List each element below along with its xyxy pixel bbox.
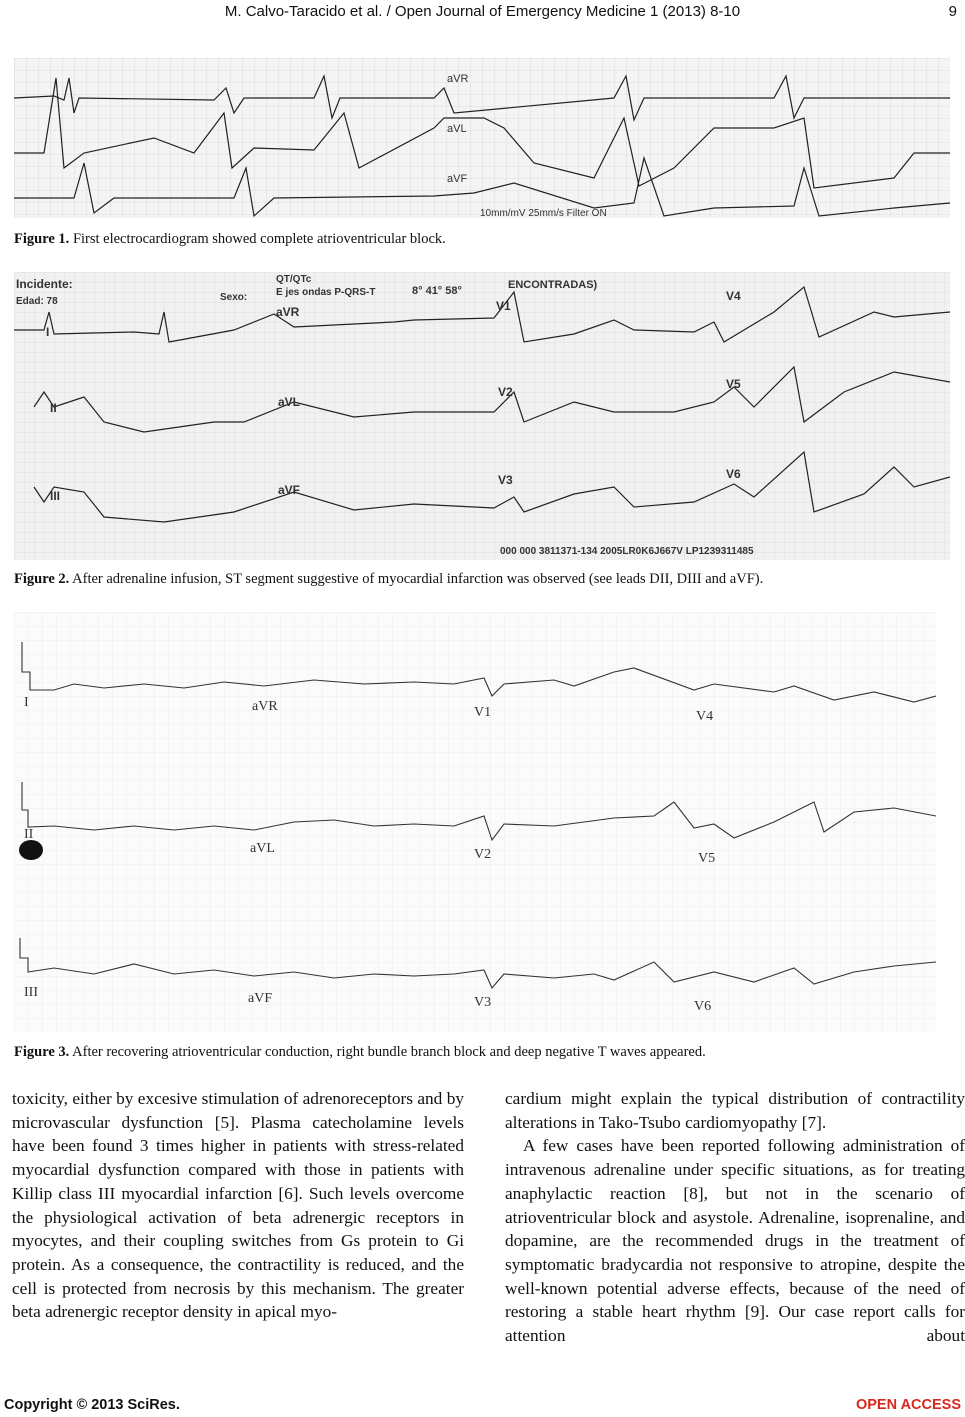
figure-3-lead-v5: V5 xyxy=(698,851,716,866)
figure-2-lead-v4: V4 xyxy=(726,289,741,303)
figure-3-lead-v1: V1 xyxy=(474,705,492,720)
figure-3-lead-avl: aVL xyxy=(250,841,275,856)
figure-1-settings: 10mm/mV 25mm/s Filter ON xyxy=(480,208,607,218)
figure-3-lead-iii: III xyxy=(24,985,38,1000)
body-right-column xyxy=(505,1087,965,1348)
figure-2-lead-v5: V5 xyxy=(726,377,741,391)
figure-2-header-right: ENCONTRADAS) xyxy=(508,279,598,291)
figure-2-lead-avl: aVL xyxy=(278,395,301,409)
body-left-paragraph: toxicity, either by excesive stimulation of adrenoreceptors and by microvascular dysfunction [5]. Plasma catecholamine levels have been found 3 times higher in patients with stress-related myocardial dysfunction compared with those in patients with Killip class III myocardial infarction [6]. Such levels overcome the physiological activation of beta adrenergic receptors in myocytes, and their coupling switches from Gs protein to Gi protein. As a consequence, the contractility is reduced, and the cell is protected from necrosis by this mechanism. The greater beta adrenergic receptor density in apical myo- xyxy=(12,1089,464,1322)
figure-2-caption-text: After adrenaline infusion, ST segment suggestive of myocardial infarction was observed (see leads DII, DIII and aVF). xyxy=(69,571,764,587)
figure-1-lead-avr: aVR xyxy=(447,73,469,85)
figure-2-caption-label: Figure 2. xyxy=(14,571,70,587)
figure-3-lead-avf: aVF xyxy=(248,991,273,1006)
figure-2-lead-v1: V1 xyxy=(496,299,511,313)
figure-2-header-qtc: QT/QTc xyxy=(276,274,312,285)
figure-3-caption xyxy=(14,1044,954,1061)
figure-1-caption-text: First electrocardiogram showed complete atrioventricular block. xyxy=(69,231,446,247)
figure-3-lead-v4: V4 xyxy=(696,709,714,724)
body-right-paragraph-2: A few cases have been reported following administration of intravenous adrenaline under specific situations, as for treating anaphylactic reaction [8], but not in the scenario of atrioventricular block and asystole. Adrenaline, isoprenaline, and dopamine, are the recommended drugs in the treatment of symptomatic bradycardia not responsive to atropine, despite the well-known potential adverse effects, because of the need of restoring a stable heart rhythm [9]. Our case report calls for attention about xyxy=(505,1136,965,1346)
footer xyxy=(0,1397,965,1417)
figure-3-ecg-image xyxy=(14,612,936,1032)
figure-1-caption-label: Figure 1. xyxy=(14,231,70,247)
figure-2-header-age: Edad: 78 xyxy=(16,296,58,307)
figure-2-lead-i: I xyxy=(46,325,50,339)
figure-2-lead-v6: V6 xyxy=(726,467,741,481)
body-left-column xyxy=(12,1087,464,1324)
figure-2-lead-ii: II xyxy=(50,401,57,415)
running-title: M. Calvo-Taracido et al. / Open Journal of Emergency Medicine 1 (2013) 8-10 xyxy=(224,3,741,20)
figure-2-header-sex: Sexo: xyxy=(220,292,248,303)
figure-3-lead-v2: V2 xyxy=(474,847,492,862)
figure-2-ecg xyxy=(14,272,950,560)
figure-2-lead-avr: aVR xyxy=(276,305,300,319)
figure-2-serial: 000 000 3811371-134 2005LR0K6J667V LP1239311485 xyxy=(500,546,754,557)
figure-3-lead-v6: V6 xyxy=(694,999,712,1014)
figure-3-lead-i: I xyxy=(24,695,29,710)
page-number: 9 xyxy=(948,3,957,20)
figure-1-lead-avf: aVF xyxy=(447,173,468,185)
figure-2-lead-v3: V3 xyxy=(498,473,513,487)
figure-2-header-angle: 8° 41° 58° xyxy=(412,285,462,297)
figure-2-header-incidente: Incidente: xyxy=(16,277,73,291)
running-head xyxy=(0,3,965,23)
figure-2-lead-iii: III xyxy=(50,489,61,503)
figure-2-header-axes: E jes ondas P-QRS-T xyxy=(276,287,376,298)
figure-3-caption-text: After recovering atrioventricular conduction, right bundle branch block and deep negative T waves appeared. xyxy=(69,1044,706,1060)
figure-2-caption xyxy=(14,571,954,588)
figure-3-ink-blot xyxy=(19,840,43,860)
figure-1-caption xyxy=(14,231,954,248)
figure-3-lead-v3: V3 xyxy=(474,995,492,1010)
figure-3-lead-ii: II xyxy=(24,827,34,842)
figure-3-ecg xyxy=(14,612,936,1032)
footer-open-access: OPEN ACCESS xyxy=(855,1397,961,1413)
figure-3-lead-avr: aVR xyxy=(252,699,278,714)
figure-3-caption-label: Figure 3. xyxy=(14,1044,70,1060)
figure-2-ecg-image xyxy=(14,272,950,560)
figure-2-lead-avf: aVF xyxy=(278,483,301,497)
figure-1-ecg-image xyxy=(14,58,950,218)
figure-2-lead-v2: V2 xyxy=(498,385,513,399)
footer-copyright: Copyright © 2013 SciRes. xyxy=(4,1397,180,1413)
body-right-paragraph-1: cardium might explain the typical distribution of contractility alterations in Tako-Tsubo cardiomyopathy [7]. xyxy=(505,1089,965,1132)
figure-1-lead-avl: aVL xyxy=(447,123,467,135)
figure-1-ecg xyxy=(14,58,950,218)
